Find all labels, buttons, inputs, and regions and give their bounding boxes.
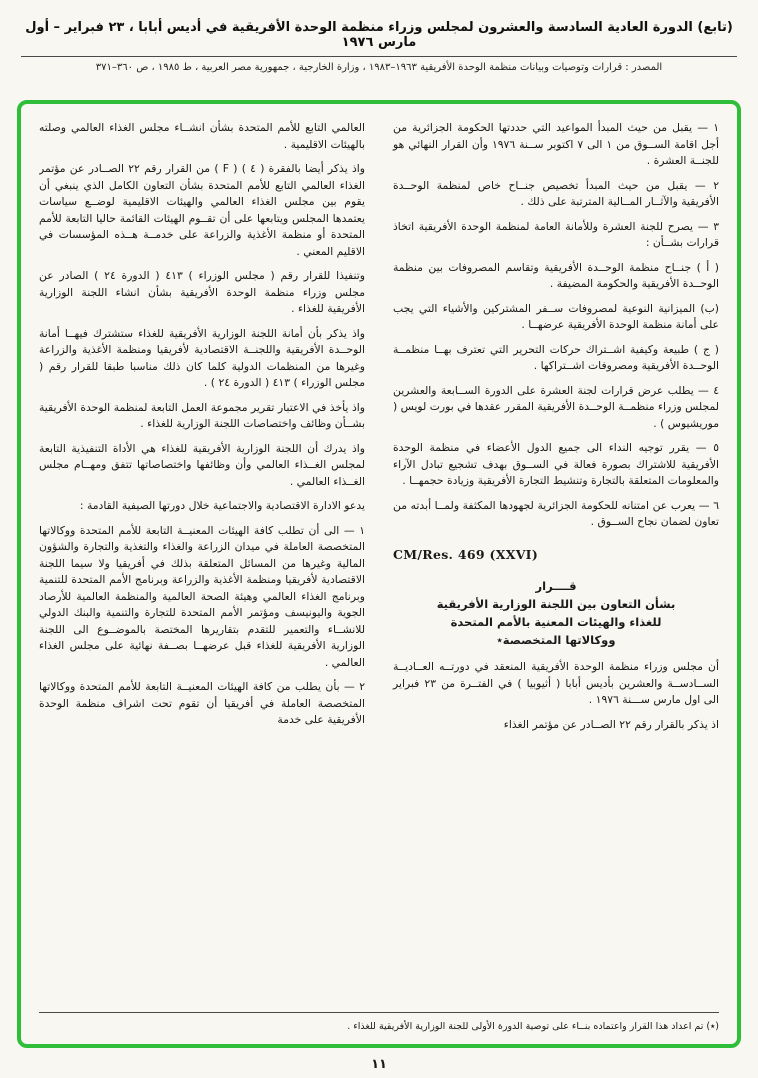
resolution-reference: CM/Res. 469 (XXVI) xyxy=(393,546,539,562)
paragraph: واذ يذكر أيضا بالفقرة ( ٤ ) ( F ) من القرار رقم ٢٢ الصــادر عن مؤتمر الغذاء العالمي التابع للأمم المتحدة بشأن التعاون الكامل الذي ينبغي أن يقوم بين مجلس الغذاء العالمي والهيئات الاقليمية لوضــع سياسات يعتمدها المجلس ويتابعها على أن تقــوم الهيئات القائمة حاليا التابعة للأمم المتحدة أو منظمة الأغذية والزراعة على خدمــة هــذه المؤسسات في الاقليم المعني . xyxy=(39,162,365,258)
resolution-title xyxy=(393,577,719,649)
paragraph: ١ — يقبل من حيث المبدأ المواعيد التي حددتها الحكومة الجزائرية من أجل اقامة الســوق من ١ الى ٧ اكتوبر ســنة ١٩٧٦ وأن القرار النهائي هو للجنــة العشرة . xyxy=(393,121,719,167)
paragraph: العالمي التابع للأمم المتحدة بشأن انشــاء مجلس الغذاء العالمي وصلته بالهيئات الاقليمية . xyxy=(39,121,365,151)
paragraph: ٣ — يصرح للجنة العشرة وللأمانة العامة لمنظمة الوحدة الأفريقية اتخاذ قرارات بشــأن : xyxy=(393,219,719,249)
paragraph: ١ — الى أن تطلب كافة الهيئات المعنيــة التابعة للأمم المتحدة ووكالاتها المتخصصة العاملة في ميدان الزراعة والغذاء والتغذية والتجارة والشؤون المالية وغيرها من المسائل المتعلقة بذلك في أفريقيا ولا سيما اللجنة الاقتصادية لأفريقيا ومنظمة الأغذية والزراعة وبرنامج الأمم المتحدة للتنمية وبرنامج الغذاء العالمي وهيئة الصحة العالمية والمنظمة العالمية للأرصاد الجوية واليونيسف ومؤتمر الأمم المتحدة للتجارة والتنمية والبنك الدولي للانشــاء والتعمير للتقدم بتقاريرها المختصة بالموضــوع الى اللجنة الوزارية الأفريقية للغذاء قبل عرضهــا بصــفة نهائية على مجلس الغذاء العالمي . xyxy=(39,523,365,669)
paragraph: ٦ — يعرب عن امتنانه للحكومة الجزائرية لجهودها المكثفة ولمــا أبدته من تعاون لضمان نجاح الســوق . xyxy=(393,498,719,528)
paragraph: وتنفيذا للقرار رقم ( مجلس الوزراء ) ٤١٣ ( الدورة ٢٤ ) الصادر عن مجلس وزراء منظمة الوحدة الأفريقية بشأن انشاء اللجنة الوزارية الأفريقية للغذاء . xyxy=(39,269,365,315)
header-source: المصدر : قرارات وتوصيات وبيانات منظمة الوحدة الأفريقية ١٩٦٣–١٩٨٣ ، وزارة الخارجية ، جمهورية مصر العربية ، ط ١٩٨٥ ، ص ٣٦٠–٣٧١ xyxy=(95,62,663,73)
paragraph: ٤ — يطلب عرض قرارات لجنة العشرة على الدورة الســابعة والعشرين لمجلس وزراء منظمــة الوحــدة الأفريقية المقرر عقدها في بورت لويس ( موريشيوس ) . xyxy=(393,383,719,430)
paragraph: ٢ — يقبل من حيث المبدأ تخصيص جنــاح خاص لمنظمة الوحــدة الأفريقية والآثــار المــالية المترتبة على ذلك . xyxy=(393,178,719,208)
resolution-title-line: ووكالاتها المتخصصة٭ xyxy=(496,633,616,647)
paragraph: اذ يذكر بالقرار رقم ٢٢ الصــادر عن مؤتمر الغذاء xyxy=(503,717,719,731)
paragraph: واذ يدرك أن اللجنة الوزارية الأفريقية للغذاء هي الأداة التنفيذية التابعة لمجلس الغــذاء العالمي وأن وظائفها واختصاصاتها تتفق ومهــام مجلس الغــذاء العالمي . xyxy=(39,441,365,488)
content-frame xyxy=(17,100,741,1048)
page-number: ١١ xyxy=(371,1057,387,1072)
paragraph: واذ يذكر بأن أمانة اللجنة الوزارية الأفريقية للغذاء ستشترك فيهــا أمانة الوحــدة الأفريقية واللجنــة الاقتصادية لأفريقيا ومنظمة الأغذية والزراعة وغيرها من المنظمات الدولية كلما كان ذلك مناسبا طبقا للقرار رقم ( مجلس الوزراء ) ٤١٣ ( الدورة ٢٤ ) . xyxy=(39,326,365,389)
paragraph: يدعو الادارة الاقتصادية والاجتماعية خلال دورتها الصيفية القادمة : xyxy=(79,499,365,512)
paragraph: واذ يأخذ في الاعتبار تقرير مجموعة العمل التابعة لمنظمة الوحدة الأفريقية بشــأن وظائف واختصاصات اللجنة الوزارية للغذاء . xyxy=(39,400,365,430)
paragraph: أن مجلس وزراء منظمة الوحدة الأفريقية المنعقد في دورتــه العــاديــة الســادســة والعشرين بأديس أبابا ( أثيوبيا ) في الفتــرة من ٢٣ فبراير الى اول مارس ســـنة ١٩٧٦ . xyxy=(393,660,719,706)
header-divider xyxy=(21,56,737,57)
resolution-title-line: قــــرار xyxy=(535,579,577,593)
resolution-title-line: بشأن التعاون بين اللجنة الوزارية الأفريقية xyxy=(436,597,676,611)
paragraph: ٥ — يقرر توجيه النداء الى جميع الدول الأعضاء في منظمة الوحدة الأفريقية للاشتراك بصورة فعالة في الســوق بهدف تشجيع تبادل الآراء والمعلومات المتعلقة بالتجارة وتنشيط التجارة الأفريقية وزيادة حجمهــا . xyxy=(393,441,719,487)
two-column-body xyxy=(39,120,719,1006)
resolution-title-line: للغذاء والهيئات المعنية بالأمم المتحدة xyxy=(450,615,662,629)
column-right xyxy=(393,120,719,1006)
paragraph: ( ج ) طبيعة وكيفية اشــتراك حركات التحرير التي تعترف بهــا منظمــة الوحــدة الأفريقية ومصروفات اشــتراكها . xyxy=(393,342,719,372)
paragraph: ٢ — بأن يطلب من كافة الهيئات المعنيــة التابعة للأمم المتحدة ووكالاتها المتخصصة العاملة في أفريقيا أن تقوم تحت اشراف منظمة الوحدة الأفريقية على خدمة xyxy=(39,680,365,726)
footnote: (٭) تم اعداد هذا القرار واعتماده بنــاء على توصية الدورة الأولى للجنة الوزارية الأفريقية للغذاء . xyxy=(39,1012,719,1034)
paragraph: ( أ ) جنــاح منظمة الوحــدة الأفريقية وتقاسم المصروفات بين منظمة الوحــدة الأفريقية والحكومة المضيفة . xyxy=(393,260,719,290)
paragraph: (ب) الميزانية النوعية لمصروفات ســفر المشتركين والأشياء التي يجب على أمانة منظمة الوحدة الأفريقية عرضهــا . xyxy=(393,301,719,331)
page-header xyxy=(0,0,758,73)
column-left xyxy=(39,120,365,1006)
header-title: (تابع) الدورة العادية السادسة والعشرون لمجلس وزراء منظمة الوحدة الأفريقية في أديس أبابا ، ٢٣ فبراير – أول مارس ١٩٧٦ xyxy=(25,20,733,50)
